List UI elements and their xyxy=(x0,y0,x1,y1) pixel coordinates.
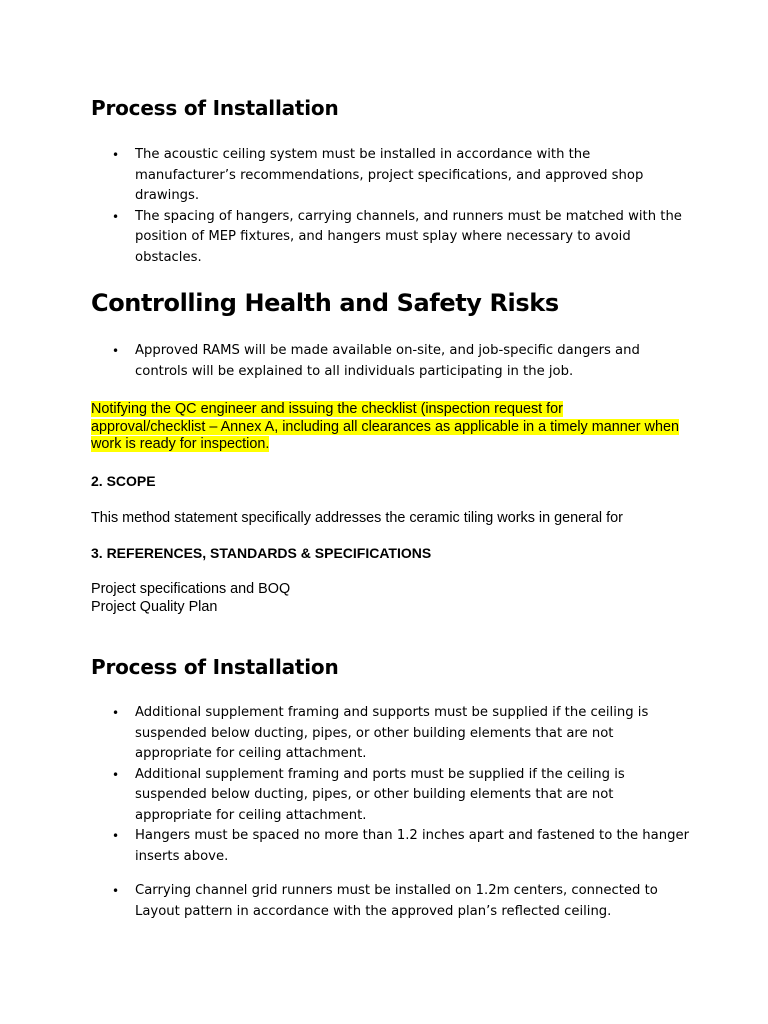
list-item xyxy=(112,341,692,382)
list-item xyxy=(112,207,692,269)
bullet-icon: • xyxy=(112,829,120,843)
bullet-icon: • xyxy=(112,767,120,782)
bullet-icon: • xyxy=(112,706,120,720)
list-item xyxy=(112,145,692,207)
highlighted-text: Notifying the QC engineer and issuing the checklist (inspection request for approval/checklist – Annex A, including all clearances as applicable in a timely manner when work is ready for inspection. xyxy=(91,401,679,452)
list-item-text: Additional supplement framing and ports must be supplied if the ceiling is suspended below ducting, pipes, or other building elements that are not appropriate for ceiling attachment. xyxy=(135,766,625,823)
scope-text: This method statement specifically addresses the ceramic tiling works in general for xyxy=(91,510,623,526)
bullet-icon: • xyxy=(112,209,120,224)
list-item-text: The spacing of hangers, carrying channels, and runners must be matched with the position of MEP fixtures, and hangers must splay where necessary to avoid obstacles. xyxy=(135,208,682,265)
list-item xyxy=(112,881,692,922)
list-item-text: The acoustic ceiling system must be installed in accordance with the manufacturer’s recommendations, project specifications, and approved shop drawings. xyxy=(135,147,644,203)
section-heading-process-of-installation-2: Process of Installation xyxy=(91,655,339,679)
bullet-list-installation-3 xyxy=(112,881,692,922)
references-line-2: Project Quality Plan xyxy=(91,599,218,615)
list-item-text: Additional supplement framing and supports must be supplied if the ceiling is suspended below ducting, pipes, or other building elements that are not appropriate for ceiling attachment. xyxy=(135,705,649,761)
list-item xyxy=(112,826,692,867)
references-heading: 3. REFERENCES, STANDARDS & SPECIFICATIONS xyxy=(91,545,432,561)
list-item xyxy=(112,765,692,827)
section-heading-process-of-installation: Process of Installation xyxy=(91,96,339,120)
list-item-text: Hangers must be spaced no more than 1.2 inches apart and fastened to the hanger inserts above. xyxy=(135,828,689,864)
highlighted-paragraph xyxy=(91,401,681,454)
section-heading-health-safety: Controlling Health and Safety Risks xyxy=(91,289,559,317)
scope-heading: 2. SCOPE xyxy=(91,473,156,489)
bullet-icon: • xyxy=(112,148,120,162)
bullet-list-installation-2 xyxy=(112,703,692,867)
list-item xyxy=(112,703,692,765)
list-item-text: Approved RAMS will be made available on-site, and job-specific dangers and controls will be explained to all individuals participating in the job. xyxy=(135,343,640,379)
bullet-list-health-safety xyxy=(112,341,692,382)
list-item-text: Carrying channel grid runners must be installed on 1.2m centers, connected to Layout pattern in accordance with the approved plan’s reflected ceiling. xyxy=(135,883,658,919)
bullet-icon: • xyxy=(112,344,120,358)
references-line-1: Project specifications and BOQ xyxy=(91,581,291,597)
bullet-icon: • xyxy=(112,884,120,898)
bullet-list-installation xyxy=(112,145,692,268)
